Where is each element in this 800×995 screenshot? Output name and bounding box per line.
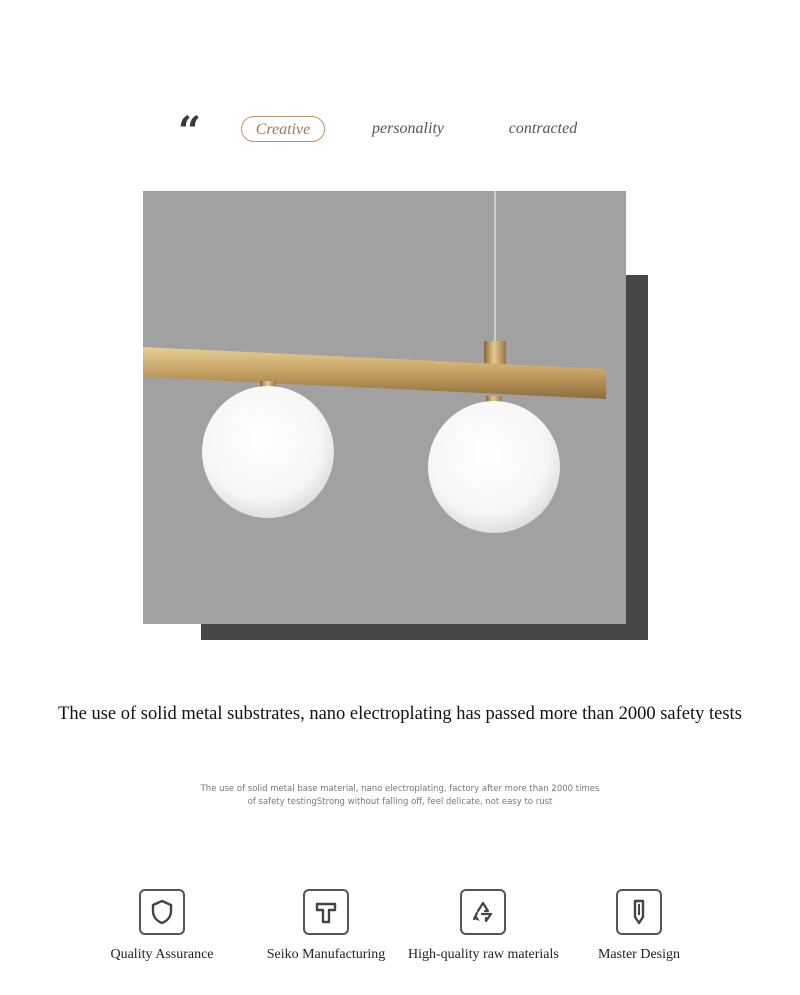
product-photo	[143, 191, 626, 624]
headline: The use of solid metal substrates, nano electroplating has passed more than 2000 safety tests	[58, 704, 742, 724]
feature-master-design	[564, 889, 714, 963]
feature-label: Master Design	[597, 947, 681, 962]
subtext-line-2: of safety testingStrong without falling off, feel delicate, not easy to rust	[247, 797, 553, 807]
feature-quality-assurance	[87, 889, 237, 963]
globe-left	[202, 381, 334, 518]
feature-label: Quality Assurance	[110, 947, 214, 962]
feature-seiko-manufacturing	[251, 889, 401, 963]
tag-personality: personality	[372, 120, 444, 137]
pencil-icon	[616, 889, 662, 935]
feature-raw-materials	[408, 889, 558, 963]
pendant-lamp-illustration	[143, 191, 626, 624]
globe-right	[428, 396, 560, 533]
quote-mark: “	[178, 108, 202, 155]
feature-label: High-quality raw materials	[408, 947, 559, 962]
shield-icon	[139, 889, 185, 935]
subtext-line-1: The use of solid metal base material, nano electroplating, factory after more than 2000 times	[200, 784, 600, 794]
tool-icon	[303, 889, 349, 935]
feature-label: Seiko Manufacturing	[266, 947, 386, 962]
recycle-icon	[460, 889, 506, 935]
tag-contracted: contracted	[508, 120, 578, 137]
ceiling-connector	[484, 341, 506, 366]
tag-creative: Creative	[241, 116, 325, 142]
brass-bar	[143, 347, 606, 399]
subtext	[185, 783, 615, 809]
